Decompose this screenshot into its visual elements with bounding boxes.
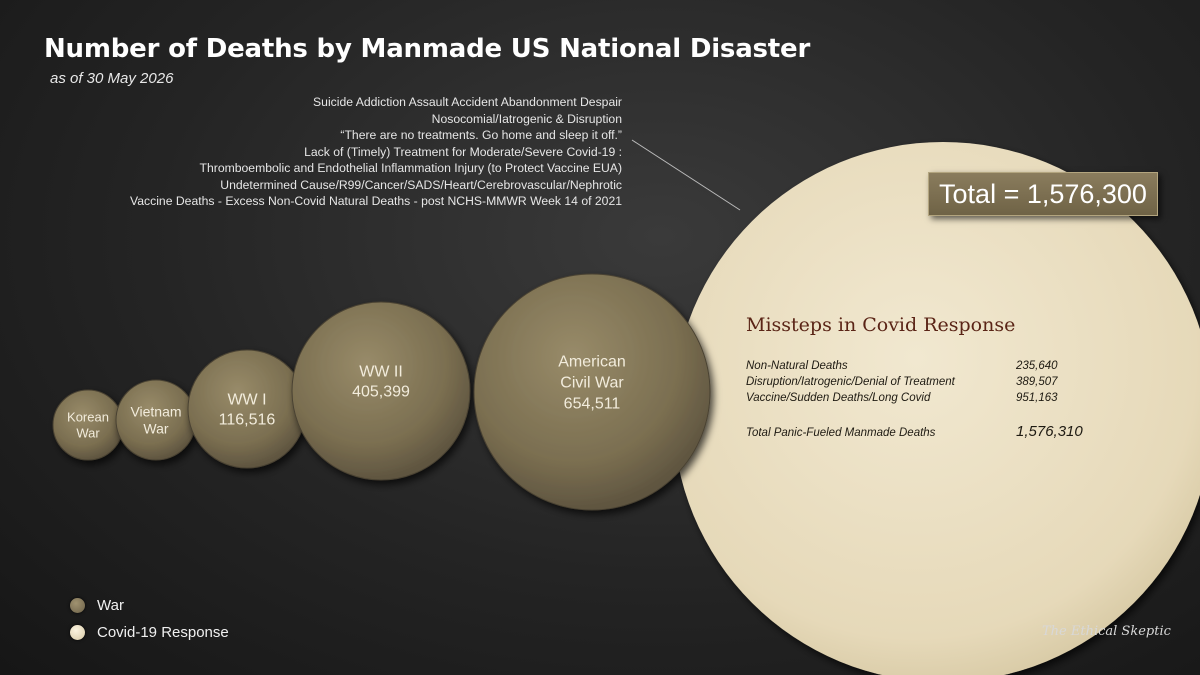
covid-breakdown-panel: [746, 314, 1086, 441]
annotation-line: “There are no treatments. Go home and sleep it off.”: [340, 128, 622, 142]
annotation-line: Nosocomial/Iatrogenic & Disruption: [431, 111, 622, 126]
breakdown-row: [746, 374, 1086, 390]
breakdown-value: 951,163: [1016, 392, 1058, 404]
bubble-label: WW II: [359, 363, 403, 381]
annotation-line: Thromboembolic and Endothelial Inflammation Injury (to Protect Vaccine EUA): [199, 161, 622, 175]
bubble-value: 654,511: [563, 395, 621, 413]
breakdown-row: [746, 390, 1086, 406]
bubble-war: [474, 274, 710, 510]
breakdown-label: Non-Natural Deaths: [746, 360, 848, 372]
breakdown-row: [746, 358, 1086, 374]
bubble-label: Civil War: [560, 374, 624, 392]
bubble-label: Korean: [67, 409, 109, 425]
legend: [70, 592, 229, 646]
legend-label: Covid-19 Response: [97, 624, 229, 641]
legend-swatch-war: [70, 598, 85, 613]
credit-watermark: The Ethical Skeptic: [1042, 624, 1171, 639]
total-badge: Total = 1,576,300: [928, 172, 1158, 216]
annotation-leader-line: [632, 140, 740, 210]
bubble-war: [188, 350, 306, 468]
bubble-label: WW I: [227, 391, 267, 409]
annotation-line: Vaccine Deaths - Excess Non-Covid Natural Deaths - post NCHS-MMWR Week 14 of 2021: [130, 194, 622, 208]
breakdown-value: 235,640: [1016, 360, 1058, 372]
legend-item-war: [70, 592, 229, 619]
covid-breakdown-title: Missteps in Covid Response: [746, 314, 1016, 336]
bubble-value: 116,516: [218, 411, 276, 429]
chart-subtitle: as of 30 May 2026: [50, 70, 174, 87]
legend-label: War: [97, 597, 124, 614]
breakdown-total-value: 1,576,310: [1016, 423, 1083, 440]
annotation-line: Lack of (Timely) Treatment for Moderate/Severe Covid-19 :: [304, 144, 622, 159]
bubble-label: War: [143, 420, 169, 437]
breakdown-label: Disruption/Iatrogenic/Denial of Treatment: [746, 376, 955, 388]
bubble-label: Vietnam: [130, 403, 182, 420]
chart-title: Number of Deaths by Manmade US National Disaster: [44, 34, 811, 64]
bubble-label: War: [76, 425, 100, 441]
breakdown-total-label: Total Panic-Fueled Manmade Deaths: [746, 427, 936, 439]
legend-swatch-covid: [70, 625, 85, 640]
breakdown-label: Vaccine/Sudden Deaths/Long Covid: [746, 392, 931, 404]
annotation-line: Undetermined Cause/R99/Cancer/SADS/Heart/Cerebrovascular/Nephrotic: [220, 177, 622, 192]
bubble-value: 405,399: [352, 383, 410, 401]
annotation-line: Suicide Addiction Assault Accident Abandonment Despair: [313, 95, 622, 109]
bubble-label: American: [558, 353, 626, 371]
breakdown-value: 389,507: [1016, 376, 1058, 388]
legend-item-covid: [70, 619, 229, 646]
breakdown-total-row: [746, 424, 1086, 441]
